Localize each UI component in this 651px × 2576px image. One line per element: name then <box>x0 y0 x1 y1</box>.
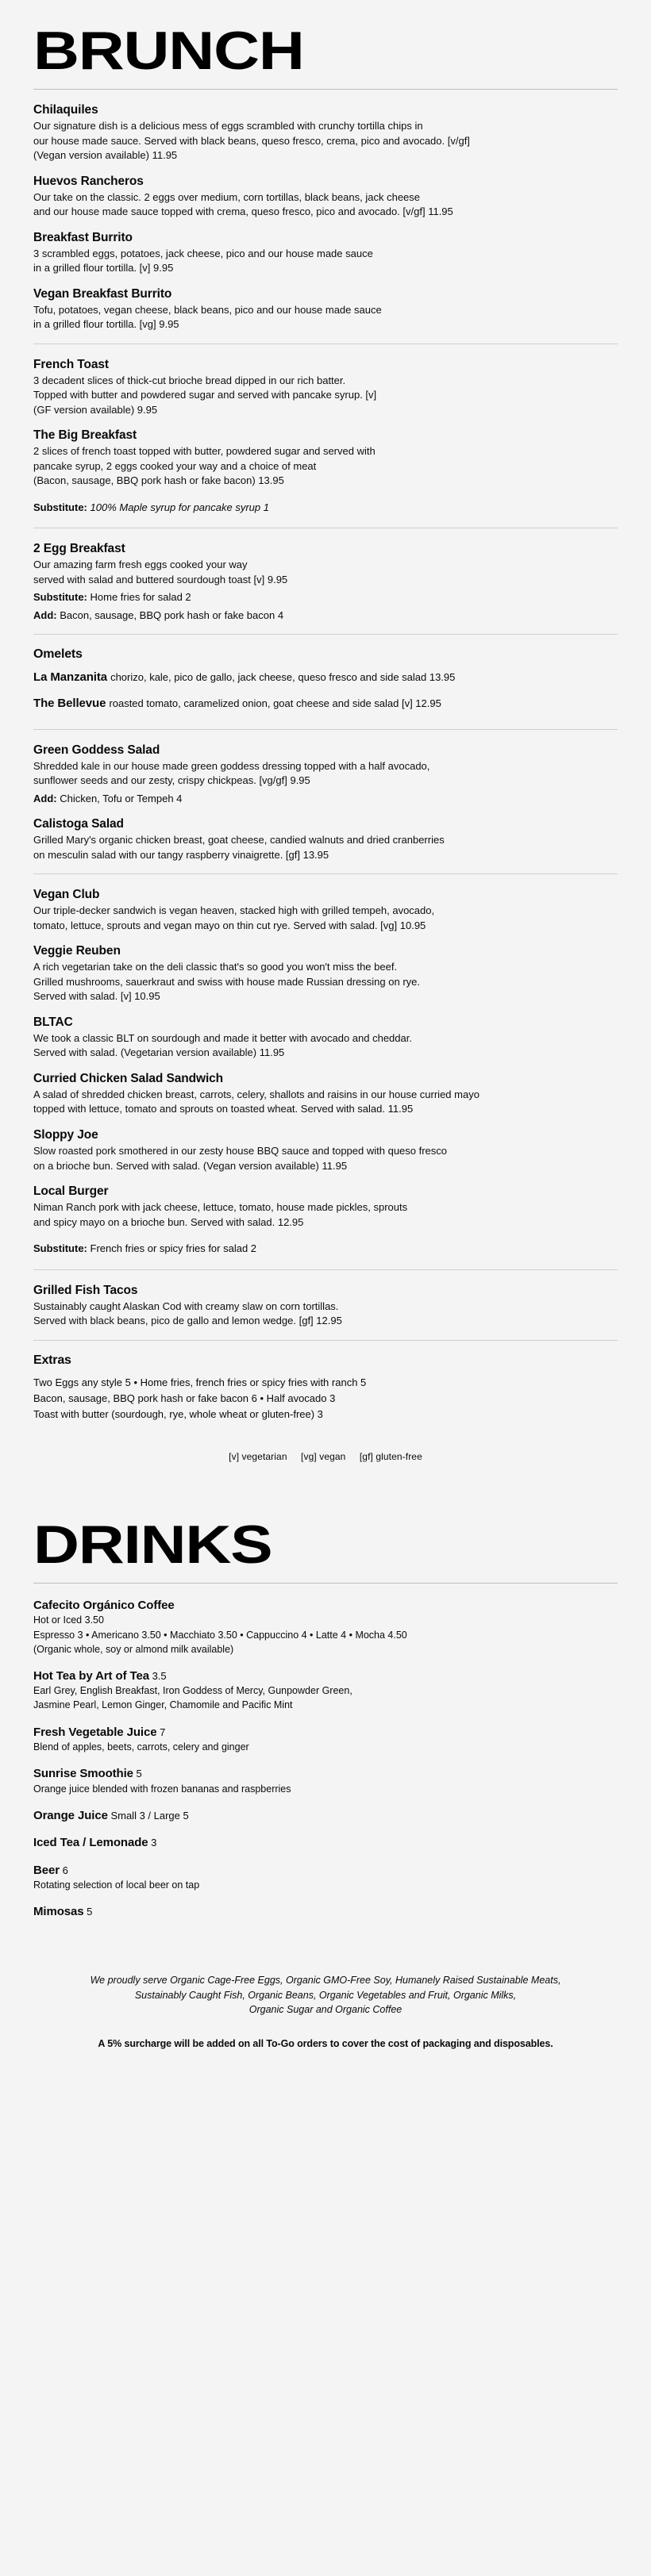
menu-item-name: The Big Breakfast <box>33 428 137 443</box>
modifier-text: French fries or spicy fries for salad 2 <box>90 1242 257 1255</box>
menu-group-sweet <box>33 344 618 528</box>
description-line: 2 slices of french toast topped with butter, powdered sugar and served with <box>33 445 376 458</box>
description-line: Shredded kale in our house made green goddess dressing topped with a half avocado, <box>33 759 430 772</box>
description-line: in a grilled flour tortilla. [v] 9.95 <box>33 262 174 274</box>
menu-item-name: BLTAC <box>33 1015 73 1029</box>
menu-item-name: Local Burger <box>33 1184 109 1198</box>
menu-item-description <box>33 558 618 587</box>
menu-item-description <box>33 303 618 332</box>
drink-description <box>33 1878 618 1892</box>
drink-item <box>33 1725 618 1755</box>
item-modifier <box>33 1241 618 1257</box>
menu-item-name: Breakfast Burrito <box>33 230 133 244</box>
description-line: Slow roasted pork smothered in our zesty house BBQ sauce and topped with queso fresco <box>33 1145 448 1157</box>
menu-item <box>33 743 618 807</box>
menu-item-name: La Manzanita <box>33 670 111 685</box>
drink-price: 3.5 <box>148 1669 167 1682</box>
description-line: Served with black beans, pico de gallo and lemon wedge. [gf] 12.95 <box>33 1315 342 1327</box>
brunch-banner <box>33 0 618 89</box>
description-line: A rich vegetarian take on the deli classic that's so good you won't miss the beef. <box>33 961 398 973</box>
brunch-title: BRUNCH <box>33 21 304 81</box>
menu-item-description <box>33 1300 618 1329</box>
menu-item-name: The Bellevue <box>33 696 110 710</box>
drink-price: 7 <box>156 1726 166 1738</box>
drink-description-line: Jasmine Pearl, Lemon Ginger, Chamomile and Pacific Mint <box>33 1699 293 1711</box>
drinks-banner <box>33 1470 618 1583</box>
description-line: We took a classic BLT on sourdough and made it better with avocado and cheddar. <box>33 1031 412 1044</box>
description-line: Served with salad. [v] 10.95 <box>33 990 160 1003</box>
drink-name: Beer 6 <box>33 1863 68 1877</box>
description-line: 3 scrambled eggs, potatoes, jack cheese, pico and our house made sauce <box>33 247 373 259</box>
drink-price: 5 <box>83 1906 93 1918</box>
menu-item <box>33 102 618 163</box>
description-line: 3 decadent slices of thick-cut brioche bread dipped in our rich batter. <box>33 374 346 386</box>
menu-item <box>33 816 618 862</box>
drink-description-line: Espresso 3 • Americano 3.50 • Macchiato 3.50 • Cappuccino 4 • Latte 4 • Mocha 4.50 <box>33 1629 407 1641</box>
description-line: tomato, lettuce, sprouts and vegan mayo on thin cut rye. Served with salad. [vg] 10.95 <box>33 919 426 931</box>
modifier-label: Add: <box>33 608 60 621</box>
description-line: Our signature dish is a delicious mess of eggs scrambled with crunchy tortilla chips in <box>33 120 423 132</box>
drink-name: Iced Tea / Lemonade 3 <box>33 1836 157 1850</box>
modifier-text: Home fries for salad 2 <box>90 591 191 604</box>
drink-description <box>33 1683 618 1712</box>
menu-item-description <box>33 247 618 276</box>
description-line: served with salad and buttered sourdough toast [v] 9.95 <box>33 573 288 585</box>
menu-item <box>33 357 618 418</box>
menu-group-omelets <box>33 635 618 729</box>
drink-name: Orange Juice Small 3 / Large 5 <box>33 1808 189 1822</box>
menu-item <box>33 1127 618 1173</box>
menu-item-name: Curried Chicken Salad Sandwich <box>33 1071 224 1085</box>
legend-gluten-free: [gf] gluten-free <box>359 1450 422 1462</box>
item-modifier <box>33 791 618 807</box>
drink-price: 6 <box>59 1864 68 1876</box>
modifier-text: Chicken, Tofu or Tempeh 4 <box>60 792 183 804</box>
description-line: Grilled mushrooms, sauerkraut and swiss with house made Russian dressing on rye. <box>33 975 420 988</box>
item-modifier <box>33 500 618 516</box>
menu-item-name: Grilled Fish Tacos <box>33 1283 138 1297</box>
description-line: and spicy mayo on a brioche bun. Served with salad. 12.95 <box>33 1215 304 1228</box>
drink-name: Sunrise Smoothie 5 <box>33 1767 142 1781</box>
drink-description <box>33 1740 618 1754</box>
legend-vegetarian: [v] vegetarian <box>229 1450 287 1462</box>
menu-item-description <box>33 1088 618 1117</box>
menu-item-description <box>33 190 618 220</box>
menu-item-name: French Toast <box>33 357 109 371</box>
drink-item <box>33 1766 618 1796</box>
sourcing-note-line: Organic Sugar and Organic Coffee <box>248 2004 403 2016</box>
drink-description-line: Rotating selection of local beer on tap <box>33 1879 200 1891</box>
description-line: topped with lettuce, tomato and sprouts on toasted wheat. Served with salad. 11.95 <box>33 1103 414 1115</box>
menu-item-description <box>33 119 618 163</box>
dietary-legend <box>33 1430 618 1470</box>
description-line: sunflower seeds and our zesty, crispy chickpeas. [vg/gf] 9.95 <box>33 774 310 787</box>
menu-item <box>33 943 618 1004</box>
drink-price: 5 <box>133 1768 142 1780</box>
drink-description-line: Blend of apples, beets, carrots, celery and ginger <box>33 1741 249 1753</box>
drink-description-line: Orange juice blended with frozen bananas and raspberries <box>33 1783 291 1795</box>
menu-group-eggs <box>33 90 618 344</box>
surcharge-note: A 5% surcharge will be added on all To-Go orders to cover the cost of packaging and disposables. <box>98 2038 553 2050</box>
menu-item <box>33 695 618 712</box>
group-title: Extras <box>33 1353 71 1367</box>
menu-group-salads <box>33 730 618 874</box>
extras-line: Toast with butter (sourdough, rye, whole wheat or gluten-free) 3 <box>33 1407 323 1420</box>
menu-item-description <box>33 1144 618 1173</box>
menu-group-tacos <box>33 1270 618 1340</box>
drinks-title: DRINKS <box>33 1514 272 1575</box>
menu-item-description <box>33 833 618 862</box>
description-line: on mesculin salad with our tangy raspberry vinaigrette. [gf] 13.95 <box>33 848 329 861</box>
description-line: Our take on the classic. 2 eggs over medium, corn tortillas, black beans, jack cheese <box>33 190 421 203</box>
modifier-label: Add: <box>33 792 60 804</box>
drink-description <box>33 1782 618 1796</box>
drink-item <box>33 1863 618 1893</box>
menu-item-name: Sloppy Joe <box>33 1127 98 1142</box>
menu-item-name: Vegan Club <box>33 888 100 902</box>
menu-item <box>33 541 618 623</box>
description-line: Grilled Mary's organic chicken breast, goat cheese, candied walnuts and dried cranberries <box>33 834 445 847</box>
menu-item-name: Green Goddess Salad <box>33 743 160 757</box>
group-title: Omelets <box>33 647 83 662</box>
description-line: Topped with butter and powdered sugar and served with pancake syrup. [v] <box>33 389 377 401</box>
description-line: Served with salad. (Vegetarian version available) 11.95 <box>33 1046 285 1059</box>
menu-item <box>33 1184 618 1230</box>
drink-item <box>33 1835 618 1851</box>
menu-item <box>33 669 618 686</box>
sourcing-note-line: Sustainably Caught Fish, Organic Beans, Organic Vegetables and Fruit, Organic Milks, <box>134 1989 517 2001</box>
extras-line: Bacon, sausage, BBQ pork hash or fake bacon 6 • Half avocado 3 <box>33 1392 336 1404</box>
description-line: (Vegan version available) 11.95 <box>33 149 178 162</box>
drink-name: Hot Tea by Art of Tea 3.5 <box>33 1668 167 1683</box>
menu-item-description <box>33 759 618 789</box>
modifier-text: 100% Maple syrup for pancake syrup 1 <box>90 501 269 513</box>
drink-description-line: Earl Grey, English Breakfast, Iron Goddess of Mercy, Gunpowder Green, <box>33 1685 352 1697</box>
brunch-groups <box>33 90 618 1430</box>
menu-item-description <box>33 374 618 417</box>
menu-group-sandwiches <box>33 874 618 1269</box>
menu-item-name: Veggie Reuben <box>33 944 121 958</box>
menu-group-extras <box>33 1341 618 1430</box>
menu-item-description <box>33 904 618 933</box>
extras-line: Two Eggs any style 5 • Home fries, french fries or spicy fries with ranch 5 <box>33 1376 367 1388</box>
menu-item-description <box>33 444 618 488</box>
menu-item-name: Vegan Breakfast Burrito <box>33 286 172 301</box>
menu-item-description: chorizo, kale, pico de gallo, jack cheese, queso fresco and side salad 13.95 <box>110 671 456 684</box>
item-modifier <box>33 608 618 624</box>
drink-item <box>33 1904 618 1920</box>
description-line: pancake syrup, 2 eggs cooked your way and a choice of meat <box>33 459 317 472</box>
description-line: on a brioche bun. Served with salad. (Vegan version available) 11.95 <box>33 1159 348 1172</box>
drink-description-line: (Organic whole, soy or almond milk available) <box>33 1643 234 1655</box>
menu-item-description: roasted tomato, caramelized onion, goat cheese and side salad [v] 12.95 <box>109 697 441 709</box>
description-line: in a grilled flour tortilla. [vg] 9.95 <box>33 318 179 331</box>
menu-item <box>33 1283 618 1329</box>
drink-name: Cafecito Orgánico Coffee <box>33 1598 175 1612</box>
menu-item <box>33 174 618 220</box>
description-line: Niman Ranch pork with jack cheese, lettuce, tomato, house made pickles, sprouts <box>33 1201 408 1214</box>
description-line: Our amazing farm fresh eggs cooked your way <box>33 559 248 571</box>
menu-item <box>33 230 618 276</box>
drink-description <box>33 1613 618 1656</box>
description-line: our house made sauce. Served with black beans, queso fresco, crema, pico and avocado. [v/gf] <box>33 134 470 147</box>
menu-item <box>33 1015 618 1061</box>
description-line: (GF version available) 9.95 <box>33 403 158 416</box>
drinks-list <box>33 1584 618 1920</box>
description-line: A salad of shredded chicken breast, carrots, celery, shallots and raisins in our house curried mayo <box>33 1088 480 1101</box>
drink-name: Fresh Vegetable Juice 7 <box>33 1725 166 1739</box>
drink-price: Small 3 / Large 5 <box>107 1809 189 1822</box>
modifier-label: Substitute: <box>33 591 91 604</box>
drink-name: Mimosas 5 <box>33 1905 93 1919</box>
modifier-text: Bacon, sausage, BBQ pork hash or fake bacon 4 <box>60 608 284 621</box>
description-line: (Bacon, sausage, BBQ pork hash or fake bacon) 13.95 <box>33 474 284 487</box>
drink-item <box>33 1668 618 1713</box>
drink-item <box>33 1598 618 1657</box>
sourcing-note-line: We proudly serve Organic Cage-Free Eggs, Organic GMO-Free Soy, Humanely Raised Sustainable Meats, <box>90 1974 561 1986</box>
menu-item-name: Calistoga Salad <box>33 817 124 831</box>
menu-item <box>33 286 618 332</box>
menu-item <box>33 887 618 933</box>
description-line: Our triple-decker sandwich is vegan heaven, stacked high with grilled tempeh, avocado, <box>33 904 435 917</box>
drink-price: 3 <box>148 1837 157 1849</box>
drink-item <box>33 1808 618 1824</box>
modifier-label: Substitute: <box>33 1242 91 1255</box>
menu-item-description <box>33 960 618 1004</box>
item-modifier <box>33 589 618 605</box>
menu-group-two-egg <box>33 528 618 634</box>
legend-vegan: [vg] vegan <box>301 1450 346 1462</box>
menu-item-description <box>33 1200 618 1230</box>
menu-item-description <box>33 1031 618 1061</box>
modifier-label: Substitute: <box>33 501 91 513</box>
menu-item <box>33 1071 618 1117</box>
sourcing-note <box>33 1932 618 2017</box>
drink-description-line: Hot or Iced 3.50 <box>33 1614 104 1626</box>
description-line: Sustainably caught Alaskan Cod with creamy slaw on corn tortillas. <box>33 1300 339 1312</box>
description-line: Tofu, potatoes, vegan cheese, black beans, pico and our house made sauce <box>33 303 382 316</box>
menu-item-name: 2 Egg Breakfast <box>33 542 125 556</box>
menu-item-name: Chilaquiles <box>33 103 98 117</box>
description-line: and our house made sauce topped with crema, queso fresco, pico and avocado. [v/gf] 11.95 <box>33 205 453 218</box>
menu-item-name: Huevos Rancheros <box>33 174 144 188</box>
menu-item <box>33 428 618 489</box>
